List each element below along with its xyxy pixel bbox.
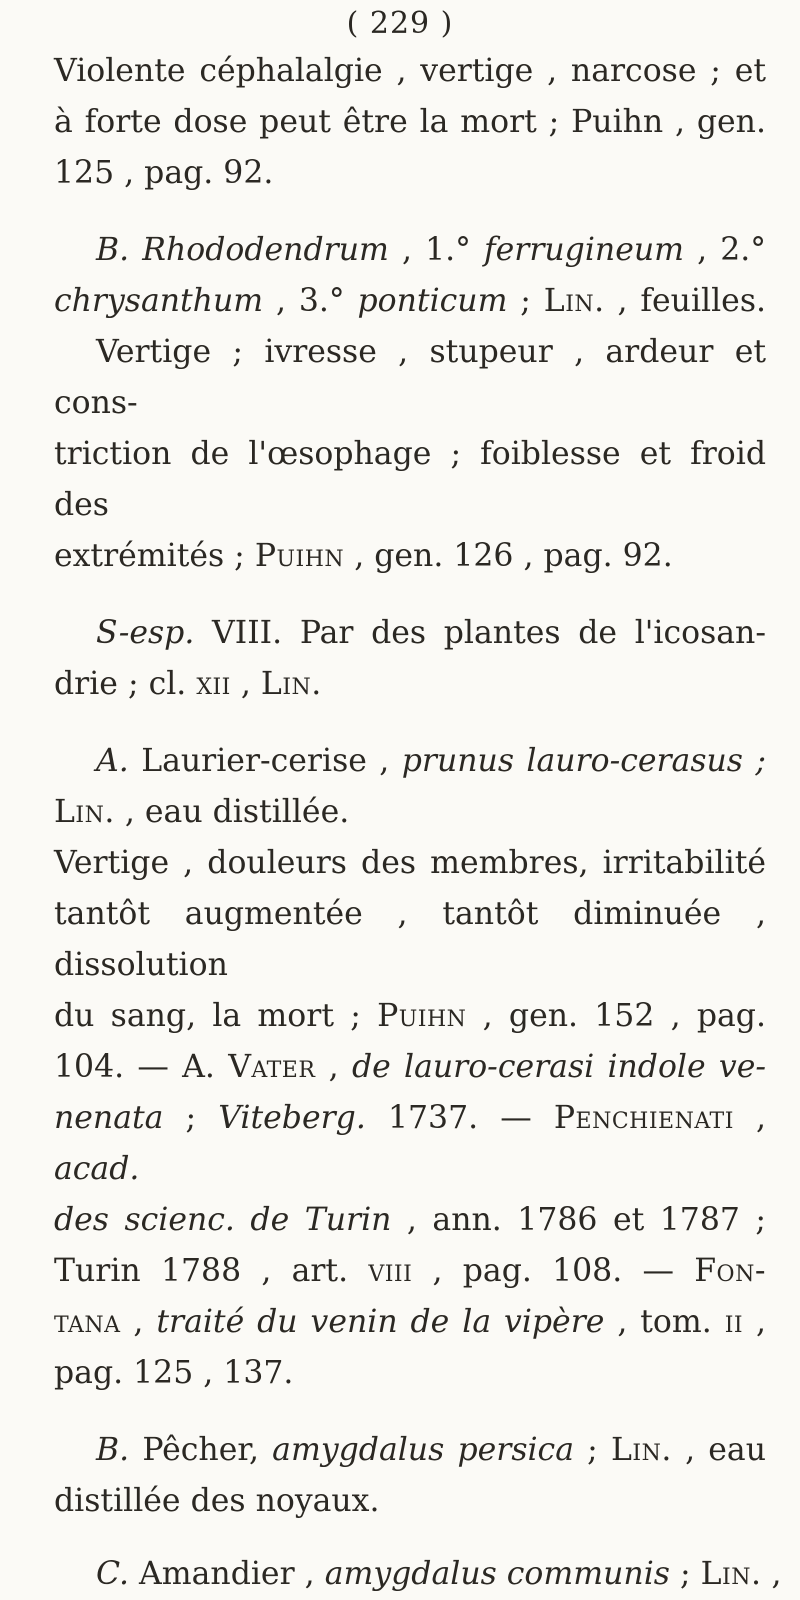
text-line: Turin 1788 , art. viii , pag. 108. — Fon-	[54, 1253, 766, 1289]
text-line: 104. — A. Vater , de lauro-cerasi indole ve-	[54, 1049, 766, 1085]
paragraph-amandier	[54, 1549, 782, 1600]
paragraph-symptoms-1	[54, 46, 766, 199]
text-line: distillée des noyaux.	[54, 1483, 380, 1519]
text-line: des scienc. de Turin , ann. 1786 et 1787 ;	[54, 1202, 767, 1238]
text-line: S-esp. VIII. Par des plantes de l'icosan-	[96, 615, 766, 651]
text-line: nenata ; Viteberg. 1737. — Penchienati , acad.	[54, 1100, 766, 1187]
paragraph-rhododendrum	[54, 225, 766, 582]
text-line: drie ; cl. xii , Lin.	[54, 666, 322, 702]
text-line: Lin. , eau distillée.	[54, 794, 350, 830]
text-line: tantôt augmentée , tantôt diminuée , dissolution	[54, 896, 766, 983]
text-line: triction de l'œsophage ; foiblesse et froid des	[54, 436, 766, 523]
text-line: Vertige , douleurs des membres, irritabilité	[54, 845, 766, 881]
paragraph-laurier-cerise	[54, 736, 766, 1399]
text-line: C. Amandier , amygdalus communis ; Lin. ,	[96, 1556, 782, 1592]
paragraph-section-viii	[54, 608, 766, 710]
text-line: extrémités ; Puihn , gen. 126 , pag. 92.	[54, 538, 673, 574]
paragraph-pecher	[54, 1425, 766, 1527]
text-line: A. Laurier-cerise , prunus lauro-cerasus ;	[96, 743, 766, 779]
text-line: B. Rhododendrum , 1.° ferrugineum , 2.°	[96, 232, 767, 268]
page-number: ( 229 )	[346, 6, 454, 41]
text-line: Vertige ; ivresse , stupeur , ardeur et cons-	[54, 334, 766, 421]
text-line: chrysanthum , 3.° ponticum ; Lin. , feuilles.	[54, 283, 767, 319]
text-line: pag. 125 , 137.	[54, 1355, 294, 1391]
text-line: à forte dose peut être la mort ; Puihn , gen.	[54, 104, 766, 140]
text-line: tana , traité du venin de la vipère , tom. ii ,	[54, 1304, 767, 1340]
text-line: B. Pêcher, amygdalus persica ; Lin. , eau	[96, 1432, 766, 1468]
text-line: du sang, la mort ; Puihn , gen. 152 , pag.	[54, 998, 766, 1034]
text-line: 125 , pag. 92.	[54, 155, 274, 191]
text-line: Violente céphalalgie , vertige , narcose ; et	[54, 53, 766, 89]
